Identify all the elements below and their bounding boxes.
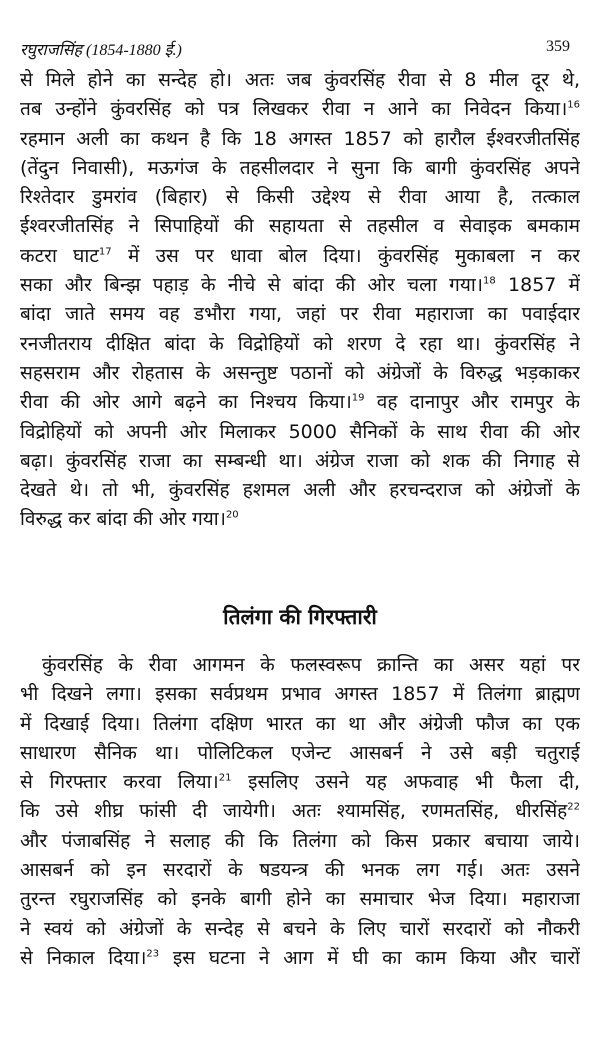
text-line — [20, 418, 580, 447]
footnote-marker: 18 — [483, 275, 496, 287]
page-number: 359 — [546, 38, 570, 55]
footnote-marker: 20 — [225, 510, 239, 522]
text-line — [20, 183, 580, 212]
line-text: सका और बिन्झ पहाड़ के नीचे से बांदा की ओर चला गया। — [20, 274, 484, 297]
footnote-marker: 22 — [567, 802, 580, 814]
section-heading: तिलंगा की गिरफ्तारी — [223, 605, 377, 629]
footnote-marker: 19 — [351, 392, 365, 404]
text-line — [20, 739, 580, 768]
line-text: रिश्तेदार डुमरांव (बिहार) से किसी उद्देश्य से रीवा आया है, तत्काल — [20, 186, 580, 209]
line-text: से मिले होने का सन्देह हो। अतः जब कुंवरसिंह रीवा से 8 मील दूर थे, — [20, 69, 580, 91]
paragraph-1 — [20, 66, 580, 535]
footnote-marker: 21 — [218, 772, 232, 784]
text-line — [20, 476, 580, 505]
line-text: देखते थे। तो भी, कुंवरसिंह हशमल अली और हरचन्दराज को अंग्रेजों के — [20, 479, 580, 502]
text-line — [20, 505, 580, 534]
line-text: रहमान अली का कथन है कि 18 अगस्त 1857 को हारौल ईश्वरजीतसिंह — [20, 127, 580, 150]
text-line — [20, 680, 580, 709]
line-text: से गिरफ्तार करवा लिया। — [20, 771, 219, 794]
line-text: में दिखाई दिया। तिलंगा दक्षिण भारत का था और अंग्रेजी फौज का एक — [20, 712, 580, 735]
line-text: बांदा जाते समय वह डभौरा गया, जहां पर रीवा महाराजा का पवाईदार — [20, 303, 580, 326]
line-text: ने स्वयं को अंग्रेजों के सन्देह से बचने के लिए चारों सरदारों को नौकरी — [20, 917, 580, 940]
line-text-continued: में उस पर धावा बोल दिया। कुंवरसिंह मुकाबला न कर — [111, 244, 580, 267]
line-text: कटरा घाट — [20, 244, 99, 267]
line-text: तब उन्होंने कुंवरसिंह को पत्र लिखकर रीवा न आने का निवेदन किया। — [20, 98, 568, 121]
line-text: भी दिखने लगा। इसका सर्वप्रथम प्रभाव अगस्त 1857 में तिलंगा ब्राह्मण — [20, 683, 580, 706]
text-line — [20, 212, 580, 241]
text-line — [20, 125, 580, 154]
line-text: (तेंदुन निवासी), मऊगंज के तहसीलदार ने सुना कि बागी कुंवरसिंह अपने — [20, 156, 580, 179]
line-text-continued: इस घटना ने आग में घी का काम किया और चारों — [159, 946, 580, 969]
text-line — [20, 330, 580, 359]
text-line — [20, 388, 580, 417]
line-text: रीवा की ओर आगे बढ़ने का निश्चय किया। — [20, 391, 352, 414]
line-text: ईश्वरजीतसिंह ने सिपाहियों की सहायता से तहसील व सेवाइक बमकाम — [20, 215, 580, 238]
text-line — [20, 827, 580, 856]
line-text: आसबर्न को इन सरदारों के षडयन्त्र की भनक लग गई। अतः उसने — [20, 859, 580, 882]
text-line — [20, 300, 580, 329]
line-text: तुरन्त रघुराजसिंह को इनके बागी होने का समाचार भेज दिया। महाराजा — [20, 888, 580, 911]
text-line — [20, 768, 580, 797]
text-line — [20, 651, 580, 680]
text-line — [20, 797, 580, 826]
line-text: सहसराम और रोहतास के असन्तुष्ट पठानों को अंग्रेजों के विरुद्ध भड़काकर — [20, 361, 580, 384]
paragraph-2 — [20, 651, 580, 973]
text-line — [20, 915, 580, 944]
text-line — [20, 242, 580, 271]
text-line — [20, 271, 580, 300]
line-text: विद्रोहियों को अपनी ओर मिलाकर 5000 सैनिकों के साथ रीवा की ओर — [20, 420, 580, 443]
text-line — [20, 856, 580, 885]
text-line — [20, 359, 580, 388]
text-line — [20, 154, 580, 183]
text-line — [20, 447, 580, 476]
running-title: रघुराजसिंह (1854-1880 ई.) — [20, 42, 182, 59]
line-text: विरुद्ध कर बांदा की ओर गया। — [20, 508, 226, 531]
line-text: साधारण सैनिक था। पोलिटिकल एजेन्ट आसबर्न ने उसे बड़ी चतुराई — [20, 741, 580, 764]
text-line — [20, 885, 580, 914]
line-text: कि उसे शीघ्र फांसी दी जायेगी। अतः श्यामसिंह, रणमतसिंह, धीरसिंह — [20, 800, 568, 823]
line-text: कुंवरसिंह के रीवा आगमन के फलस्वरूप क्रान्ति का असर यहां पर — [42, 654, 580, 676]
line-text-continued: वह दानापुर और रामपुर के — [364, 391, 580, 414]
text-line — [20, 95, 580, 124]
text-line — [20, 944, 580, 973]
line-text: रनजीतराय दीक्षित बांदा के विद्रोहियों को शरण दे रहा था। कुंवरसिंह ने — [20, 332, 580, 355]
line-text-continued: 1857 में — [495, 274, 580, 297]
line-text: और पंजाबसिंह ने सलाह की कि तिलंगा को किस प्रकार बचाया जाये। — [20, 829, 580, 852]
text-line — [20, 66, 580, 95]
footnote-marker: 16 — [567, 99, 580, 111]
line-text: बढ़ा। कुंवरसिंह राजा का सम्बन्धी था। अंग्रेज राजा को शक की निगाह से — [20, 449, 580, 472]
footnote-marker: 23 — [146, 948, 160, 960]
line-text-continued: इसलिए उसने यह अफवाह भी फैला दी, — [231, 771, 580, 794]
line-text: से निकाल दिया। — [20, 946, 147, 969]
footnote-marker: 17 — [98, 246, 112, 258]
text-line — [20, 710, 580, 739]
